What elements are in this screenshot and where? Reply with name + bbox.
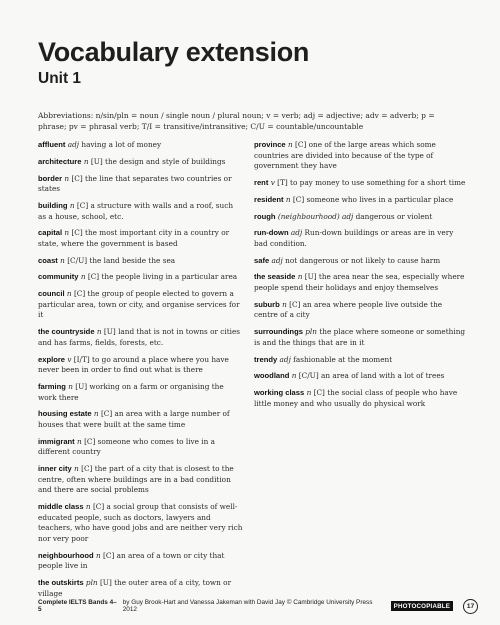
definition: [C/U] an area of land with a lot of trees <box>298 371 445 381</box>
glossary-entry <box>254 272 466 293</box>
headword: rough <box>254 211 276 221</box>
headword: trendy <box>254 354 278 364</box>
glossary-entry <box>38 140 243 151</box>
part-of-speech: adj <box>67 140 80 149</box>
definition: [C] an area of a town or city that people live in <box>38 550 225 571</box>
headword: council <box>38 289 65 299</box>
glossary-entry <box>38 409 243 430</box>
glossary-entry <box>38 464 243 496</box>
glossary-entry <box>38 272 243 283</box>
headword: housing estate <box>38 409 92 419</box>
definition: [C] someone who comes to live in a different country <box>38 436 215 457</box>
footer-book-title: Complete IELTS Bands 4–5 <box>38 599 117 613</box>
part-of-speech: n <box>68 381 73 391</box>
definition: [C] a structure with walls and a roof, such as a house, school, etc. <box>38 200 234 221</box>
definition: [C] one of the large areas which some countries are divided into because of the type of government they have <box>254 140 436 171</box>
definition: Run-down buildings or areas are in very bad condition. <box>254 228 454 248</box>
glossary-entry <box>254 327 466 348</box>
definition: [C] the most important city in a country or state, where the government is based <box>38 228 230 248</box>
glossary-entry <box>38 437 243 458</box>
definition: [C] the people living in a particular area <box>87 272 238 282</box>
headword: rent <box>254 177 269 187</box>
headword: middle class <box>38 502 84 512</box>
definition: [I/T] to go around a place where you have never been in order to find out what is there <box>38 354 229 375</box>
part-of-speech: pln <box>305 327 317 337</box>
headword: run-down <box>254 228 289 238</box>
part-of-speech: pln <box>85 578 98 587</box>
part-of-speech: n <box>64 173 70 183</box>
glossary-entry <box>254 228 466 249</box>
part-of-speech: (neighbourhood) adj <box>277 211 354 221</box>
part-of-speech: n <box>66 289 72 299</box>
headword: the seaside <box>254 272 296 282</box>
glossary-entry <box>38 201 243 222</box>
headword: province <box>254 140 286 149</box>
definition: [C] the group of people elected to govern a particular area, town or city, and organise services for it <box>38 289 240 320</box>
headword: border <box>38 173 63 183</box>
part-of-speech: v <box>67 354 72 364</box>
definition: [C] the line that separates two countries or states <box>38 173 232 194</box>
headword: affluent <box>38 140 66 149</box>
headword: architecture <box>38 156 82 166</box>
part-of-speech: n <box>306 388 312 398</box>
abbreviations-note: Abbreviations: n/sin/pln = noun / single noun / plural noun; v = verb; adj = adjective; adv = adverb; p = phrase; pv = phrasal verb; T/I = transitive/intransitive; C/U = countable/uncountable <box>38 111 435 131</box>
headword: the outskirts <box>38 578 84 587</box>
definition: [C] the social class of people who have little money and who usually do physical work <box>254 388 458 408</box>
definition: [U] the outer area of a city, town or village <box>38 578 232 598</box>
glossary-entry <box>254 178 466 189</box>
definition: [C/U] the land beside the sea <box>67 255 176 265</box>
part-of-speech: n <box>77 436 82 446</box>
headword: inner city <box>38 464 72 474</box>
definition: [U] the design and style of buildings <box>90 156 226 166</box>
headword: neighbourhood <box>38 550 94 560</box>
definition: [C] an area with a large number of houses that were built at the same time <box>38 409 230 429</box>
part-of-speech: n <box>285 194 291 204</box>
definition: [U] working on a farm or organising the work there <box>38 381 224 402</box>
photocopiable-badge: PHOTOCOPIABLE <box>391 601 453 611</box>
glossary-entry <box>38 157 243 168</box>
part-of-speech: n <box>60 255 65 265</box>
definition: [C] the part of a city that is closest to the centre, often where buildings are in a bad condition and there are social problems <box>38 464 234 495</box>
glossary-entry <box>38 289 243 321</box>
glossary-entry <box>38 502 243 544</box>
page-number: 17 <box>463 599 478 614</box>
definition: having a lot of money <box>81 140 162 149</box>
headword: coast <box>38 255 58 265</box>
footer-credit: by Guy Brook-Hart and Vanessa Jakeman with David Jay © Cambridge University Press 2012 <box>122 599 373 613</box>
glossary-entry <box>254 212 466 223</box>
headword: farming <box>38 381 66 391</box>
part-of-speech: n <box>282 299 287 309</box>
glossary-entry <box>38 382 243 403</box>
part-of-speech: adj <box>279 354 291 364</box>
headword: explore <box>38 354 66 364</box>
definition: [C] someone who lives in a particular place <box>292 194 454 204</box>
part-of-speech: n <box>83 156 89 166</box>
left-column <box>38 140 243 605</box>
headword: surroundings <box>254 327 303 337</box>
part-of-speech: n <box>93 409 99 419</box>
glossary-entry <box>254 355 466 366</box>
definition: [C] an area where people live outside the centre of a city <box>254 299 443 320</box>
headword: woodland <box>254 371 290 381</box>
definition: dangerous or violent <box>355 211 433 221</box>
glossary-entry <box>254 140 466 172</box>
glossary-entry <box>254 300 466 321</box>
part-of-speech: n <box>80 272 86 282</box>
definition: [U] land that is not in towns or cities and has farms, fields, forests, etc. <box>38 327 241 347</box>
headword: suburb <box>254 299 280 309</box>
part-of-speech: n <box>69 200 75 210</box>
part-of-speech: n <box>96 550 101 560</box>
part-of-speech: adj <box>290 228 303 238</box>
glossary-entry <box>254 256 466 267</box>
part-of-speech: n <box>64 228 70 238</box>
definition: [U] the area near the sea, especially where people spend their holidays and enjoy themselves <box>254 272 465 293</box>
glossary-entry <box>254 388 466 409</box>
page-title: Vocabulary extension <box>38 37 310 67</box>
definition: [C] a social group that consists of well-educated people, such as doctors, lawyers and teachers, who have good jobs and are neither very rich nor very poor <box>38 502 243 543</box>
part-of-speech: n <box>291 371 297 381</box>
glossary-entry <box>38 327 243 348</box>
glossary-entry <box>254 195 466 206</box>
glossary-entry <box>38 228 243 249</box>
definition: not dangerous or not likely to cause harm <box>285 255 441 265</box>
headword: safe <box>254 255 270 265</box>
glossary-entry <box>38 256 243 267</box>
glossary-entry <box>38 355 243 376</box>
headword: building <box>38 200 68 210</box>
part-of-speech: v <box>270 177 275 187</box>
part-of-speech: n <box>297 272 303 282</box>
unit-subtitle: Unit 1 <box>38 70 82 87</box>
footer <box>38 599 478 613</box>
glossary-entry <box>254 371 466 382</box>
right-column <box>254 140 466 416</box>
headword: working class <box>254 388 305 398</box>
glossary-entry <box>38 174 243 195</box>
headword: immigrant <box>38 436 75 446</box>
headword: capital <box>38 228 63 238</box>
headword: resident <box>254 194 284 204</box>
part-of-speech: n <box>96 327 102 337</box>
definition: [T] to pay money to use something for a short time <box>277 177 466 187</box>
part-of-speech: adj <box>271 255 283 265</box>
definition: fashionable at the moment <box>293 354 393 364</box>
part-of-speech: n <box>85 502 91 512</box>
part-of-speech: n <box>74 464 79 474</box>
definition: the place where someone or something is and the things that are in it <box>254 327 466 347</box>
headword: the countryside <box>38 327 95 337</box>
headword: community <box>38 272 79 282</box>
glossary-entry <box>38 578 243 599</box>
part-of-speech: n <box>287 140 293 149</box>
glossary-entry <box>38 551 243 572</box>
